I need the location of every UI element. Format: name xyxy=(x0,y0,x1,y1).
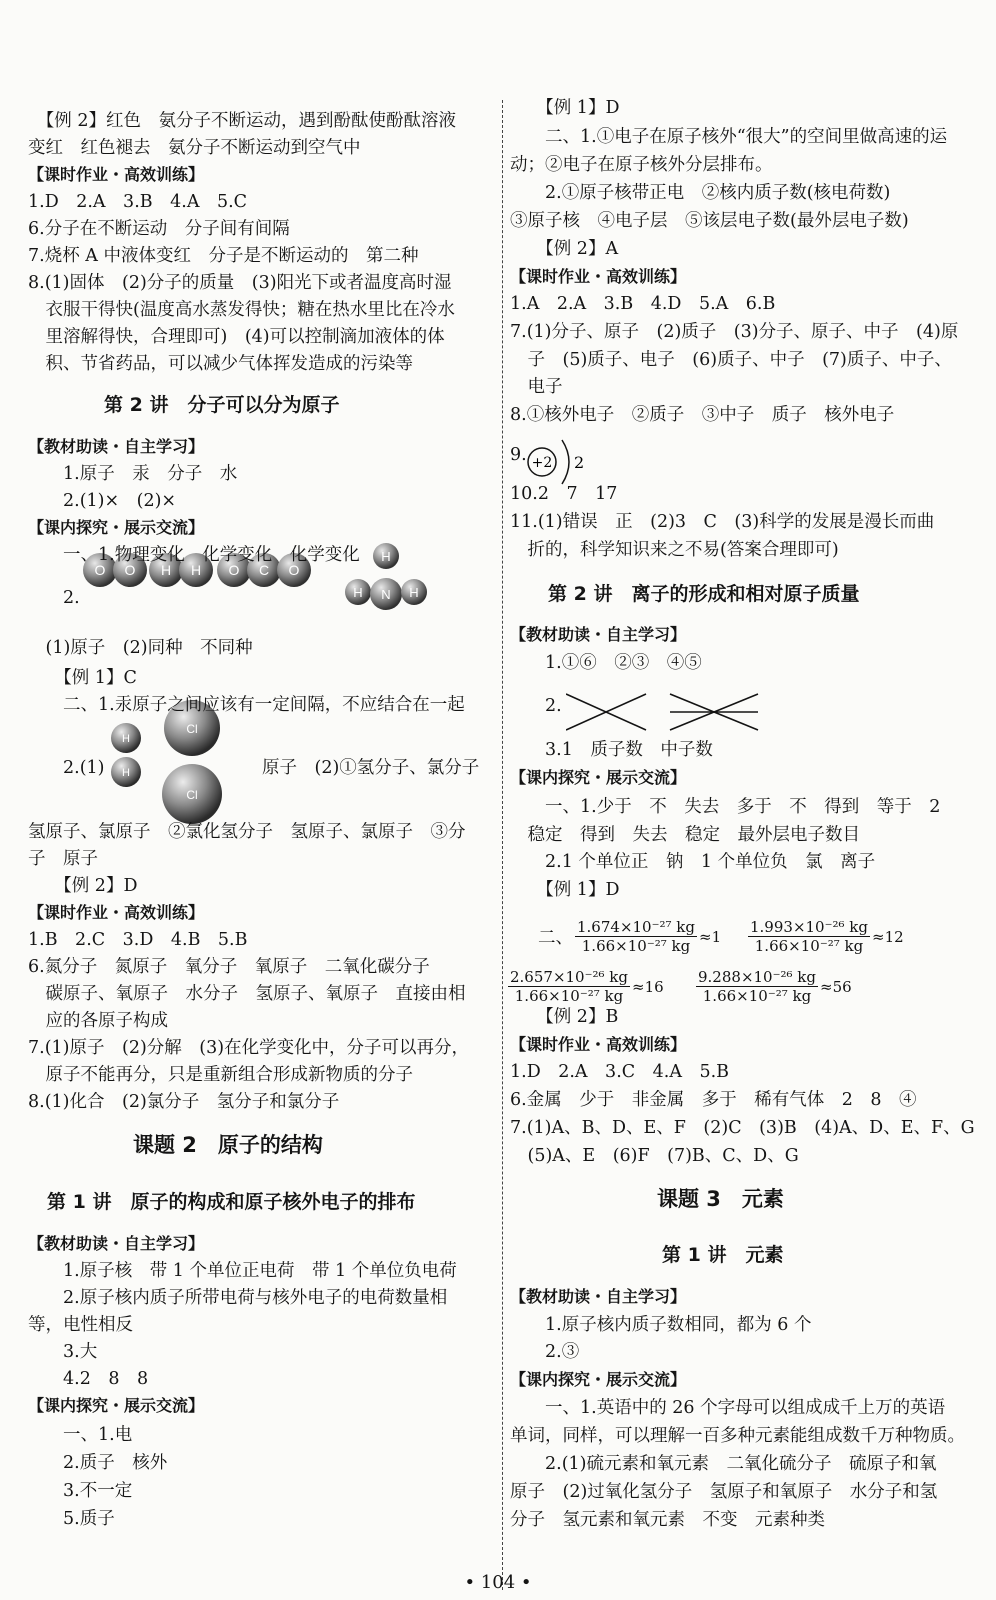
cl-atom-top-label: Cl xyxy=(186,722,198,736)
right-line: 第 2 讲 离子的形成和相对原子质量 xyxy=(510,583,860,605)
right-line: 【例 1】D xyxy=(510,98,620,118)
mass-calc-2: $\frac{\text{1.993×10⁻²⁶ kg}}{\text{1.66×10⁻²⁷ kg}}$ ≈12 xyxy=(750,918,904,955)
atom-label: H xyxy=(190,562,202,578)
right-line: 【教材助读・自主学习】 xyxy=(510,1287,687,1306)
left-line: 1.B 2.C 3.D 4.B 5.B xyxy=(28,930,248,950)
mass-calc-3: $\frac{\text{2.657×10⁻²⁶ kg}}{\text{1.66×10⁻²⁷ kg}}$ ≈16 xyxy=(510,968,664,1005)
left-line: 8.(1)化合 (2)氯分子 氢分子和氯分子 xyxy=(28,1092,340,1112)
right-line: 第 1 讲 元素 xyxy=(510,1244,784,1266)
left-line: 【教材助读・自主学习】 xyxy=(28,1234,205,1253)
left-line: 7.(1)原子 (2)分解 (3)在化学变化中，分子可以再分， xyxy=(28,1038,470,1058)
left-line: 里溶解得快，合理即可) (4)可以控制滴加液体的体 xyxy=(28,327,445,347)
atom-label: H xyxy=(381,549,391,564)
left-line: 3.不一定 xyxy=(28,1481,133,1501)
right-line: 【例 1】D xyxy=(510,880,620,900)
right-line: 1.原子核内质子数相同，都为 6 个 xyxy=(510,1315,812,1335)
right-line: 2.③ xyxy=(510,1342,580,1362)
right-line: 分子 氢元素和氧元素 不变 元素种类 xyxy=(510,1510,825,1530)
right-line: 2.(1)硫元素和氧元素 二氧化硫分子 硫原子和氧 xyxy=(510,1454,937,1474)
atom-label: C xyxy=(258,562,270,578)
atom-label: H xyxy=(409,585,419,600)
matching-lines-figure xyxy=(566,690,826,734)
left-line: 【例 2】D xyxy=(28,876,138,896)
right-line: 课题 3 元素 xyxy=(510,1187,784,1211)
left-line: 氢原子、氯原子 ②氯化氢分子 氢原子、氯原子 ③分 xyxy=(28,822,466,842)
right-line: 10.2 7 17 xyxy=(510,484,618,504)
left-line: 【课时作业・高效训练】 xyxy=(28,903,205,922)
nh3-atom-left xyxy=(345,579,371,605)
right-line: 8.①核外电子 ②质子 ③中子 质子 核外电子 xyxy=(510,405,895,425)
right-line: 7.(1)分子、原子 (2)质子 (3)分子、原子、中子 (4)原 xyxy=(510,322,959,342)
right-line: 1.A 2.A 3.B 4.D 5.A 6.B xyxy=(510,294,776,314)
h-atom-top-label: H xyxy=(122,733,130,745)
left-line: 一、1.物理变化 化学变化 化学变化 xyxy=(28,545,360,565)
left-line: 1.原子核 带 1 个单位正电荷 带 1 个单位负电荷 xyxy=(28,1261,457,1281)
left-line: 原子 (2)①氢分子、氯分子 xyxy=(262,758,480,778)
left-line: 子 原子 xyxy=(28,849,98,869)
nh3-atom-center xyxy=(370,578,402,610)
mass-calc-1: 二、 $\frac{\text{1.674×10⁻²⁷ kg}}{\text{1.66×10⁻²⁷ kg}}$ ≈1 xyxy=(538,918,722,955)
column-divider xyxy=(502,100,503,1590)
left-line: 6.氮分子 氮原子 氧分子 氧原子 二氧化碳分子 xyxy=(28,957,430,977)
left-line: 一、1.电 xyxy=(28,1425,133,1445)
left-line: 衣服干得快(温度高水蒸发得快；糖在热水里比在冷水 xyxy=(28,300,455,320)
right-line: 6.金属 少于 非金属 多于 稀有气体 2 8 ④ xyxy=(510,1090,917,1110)
atom-label: O xyxy=(124,562,136,578)
atom-label: O xyxy=(228,562,240,578)
left-line: 【课内探究・展示交流】 xyxy=(28,518,205,537)
left-line: 6.分子在不断运动 分子间有间隔 xyxy=(28,219,290,239)
left-line: (1)原子 (2)同种 不同种 xyxy=(28,638,253,658)
right-line: 一、1.少于 不 失去 多于 不 得到 等于 2 xyxy=(510,797,941,817)
left-line: 等，电性相反 xyxy=(28,1315,133,1335)
left-line: 原子不能再分，只是重新组合形成新物质的分子 xyxy=(28,1065,413,1085)
mass-calc-4: $\frac{\text{9.288×10⁻²⁶ kg}}{\text{1.66×10⁻²⁷ kg}}$ ≈56 xyxy=(698,968,852,1005)
right-line: 电子 xyxy=(510,377,563,397)
left-line: 8.(1)固体 (2)分子的质量 (3)阳光下或者温度高时湿 xyxy=(28,273,452,293)
left-line: 2.(1) xyxy=(28,758,105,778)
cl-atom-bottom-label: Cl xyxy=(186,788,198,802)
left-line: 7.烧杯 A 中液体变红 分子是不断运动的 第二种 xyxy=(28,246,419,266)
right-line: 1.D 2.A 3.C 4.A 5.B xyxy=(510,1062,730,1082)
nh3-atom-right xyxy=(401,579,427,605)
left-line: 【课内探究・展示交流】 xyxy=(28,1396,205,1415)
atom-label: H xyxy=(160,562,172,578)
left-line: 2. xyxy=(28,588,80,608)
right-line: 3.1 质子数 中子数 xyxy=(510,740,713,760)
right-line: 稳定 得到 失去 稳定 最外层电子数目 xyxy=(510,825,860,845)
right-line: 7.(1)A、B、D、E、F (2)C (3)B (4)A、D、E、F、G xyxy=(510,1118,975,1138)
left-line: 4.2 8 8 xyxy=(28,1369,149,1389)
right-line: ③原子核 ④电子层 ⑤该层电子数(最外层电子数) xyxy=(510,211,909,231)
right-line: (5)A、E (6)F (7)B、C、D、G xyxy=(510,1146,799,1166)
shell-electrons: 2 xyxy=(574,453,585,472)
atom-label: N xyxy=(381,587,391,602)
right-line: 【课时作业・高效训练】 xyxy=(510,267,687,286)
right-line: 2. xyxy=(510,696,562,716)
right-line: 折的，科学知识来之不易(答案合理即可) xyxy=(510,540,839,560)
nh3-atom-top xyxy=(373,543,399,569)
left-line: 课题 2 原子的结构 xyxy=(28,1133,323,1157)
left-line: 1.D 2.A 3.B 4.A 5.C xyxy=(28,192,248,212)
right-line: 一、1.英语中的 26 个字母可以组成成千上万的英语 xyxy=(510,1398,946,1418)
left-line: 3.大 xyxy=(28,1342,98,1362)
left-line: 2.质子 核外 xyxy=(28,1453,168,1473)
atom-label: O xyxy=(288,562,300,578)
right-line: 9. xyxy=(510,445,527,465)
atom-label: H xyxy=(353,585,363,600)
h-atom-bottom-label: H xyxy=(122,767,130,779)
left-line: 2.原子核内质子所带电荷与核外电子的电荷数量相 xyxy=(28,1288,448,1308)
left-line: 【教材助读・自主学习】 xyxy=(28,437,205,456)
right-line: 【例 2】A xyxy=(510,239,619,259)
left-line: 5.质子 xyxy=(28,1509,115,1529)
right-line: 11.(1)错误 正 (2)3 C (3)科学的发展是漫长而曲 xyxy=(510,512,935,532)
right-line: 动；②电子在原子核外分层排布。 xyxy=(510,155,773,175)
left-line: 应的各原子构成 xyxy=(28,1011,168,1031)
left-line: 【课时作业・高效训练】 xyxy=(28,165,205,184)
left-line: 碳原子、氧原子 水分子 氢原子、氧原子 直接由相 xyxy=(28,984,466,1004)
right-line: 【例 2】B xyxy=(510,1007,619,1027)
nucleus-charge: +2 xyxy=(531,455,553,471)
left-line: 第 1 讲 原子的构成和原子核外电子的排布 xyxy=(28,1191,416,1213)
right-line: 2.①原子核带正电 ②核内质子数(核电荷数) xyxy=(510,183,891,203)
left-line: 【例 2】红色 氨分子不断运动，遇到酚酞使酚酞溶液 xyxy=(28,111,456,131)
right-line: 【课内探究・展示交流】 xyxy=(510,768,687,787)
left-line: 积、节省药品，可以减少气体挥发造成的污染等 xyxy=(28,354,413,374)
right-line: 1.①⑥ ②③ ④⑤ xyxy=(510,653,702,673)
page-number: • 104 • xyxy=(464,1572,532,1593)
right-line: 【课内探究・展示交流】 xyxy=(510,1370,687,1389)
atom-label: O xyxy=(94,562,106,578)
right-line: 2.1 个单位正 钠 1 个单位负 氯 离子 xyxy=(510,852,876,872)
left-line: 2.(1)× (2)× xyxy=(28,491,177,511)
right-line: 【课时作业・高效训练】 xyxy=(510,1035,687,1054)
left-line: 第 2 讲 分子可以分为原子 xyxy=(28,394,340,416)
right-line: 单词，同样，可以理解一百多种元素能组成数千万种物质。 xyxy=(510,1426,965,1446)
left-line: 1.原子 汞 分子 水 xyxy=(28,464,238,484)
right-line: 二、1.①电子在原子核外“很大”的空间里做高速的运 xyxy=(510,127,948,147)
left-line: 【例 1】C xyxy=(28,668,137,688)
right-line: 原子 (2)过氧化氢分子 氢原子和氧原子 水分子和氢 xyxy=(510,1482,938,1502)
left-line: 二、1.汞原子之间应该有一定间隔，不应结合在一起 xyxy=(28,695,465,715)
right-line: 【教材助读・自主学习】 xyxy=(510,625,687,644)
left-line: 变红 红色褪去 氨分子不断运动到空气中 xyxy=(28,138,361,158)
right-line: 子 (5)质子、电子 (6)质子、中子 (7)质子、中子、 xyxy=(510,350,952,370)
